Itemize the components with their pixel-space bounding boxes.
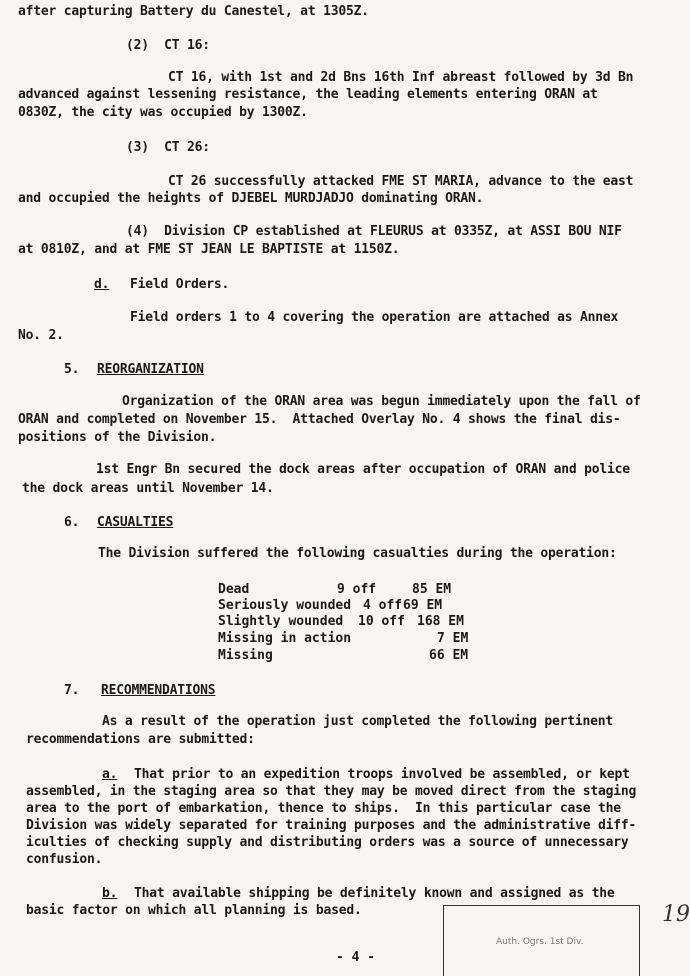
text-line: area to the port of embarkation, thence to ships. In this particular case the [26, 801, 621, 816]
page-number: - 4 - [336, 950, 376, 965]
subsection-heading: Field Orders. [130, 277, 230, 292]
text-line: CT 26 successfully attacked FME ST MARIA, advance to the east [168, 174, 634, 189]
section-number: 6. [64, 515, 80, 530]
text-line: 0830Z, the city was occupied by 1300Z. [18, 105, 308, 120]
text-line: confusion. [26, 852, 103, 867]
casualty-enlisted: 168 EM [417, 614, 464, 629]
casualty-label: Dead [218, 582, 250, 597]
section-number: 5. [64, 362, 80, 377]
text-line: and occupied the heights of DJEBEL MURDJADJO dominating ORAN. [18, 191, 484, 206]
text-line: after capturing Battery du Canestel, at 1305Z. [18, 4, 369, 19]
text-line: Organization of the ORAN area was begun immediately upon the fall of [122, 394, 641, 409]
casualty-enlisted: 69 EM [403, 598, 443, 613]
casualty-enlisted: 85 EM [412, 582, 452, 597]
handwritten-page-note: 19 [662, 902, 690, 927]
text-line: basic factor on which all planning is based. [26, 903, 362, 918]
casualty-enlisted: 7 EM [437, 631, 469, 646]
text-line: CT 16, with 1st and 2d Bns 16th Inf abreast followed by 3d Bn [168, 70, 634, 85]
text-line: That available shipping be definitely known and assigned as the [134, 886, 615, 901]
casualty-officers: 10 off [358, 614, 405, 629]
text-line: Division was widely separated for training purposes and the administrative diff- [26, 818, 637, 833]
text-line: ORAN and completed on November 15. Attached Overlay No. 4 shows the final dis- [18, 412, 621, 427]
text-line: advanced against lessening resistance, the leading elements entering ORAN at [18, 87, 598, 102]
section-heading: REORGANIZATION [97, 362, 204, 377]
section-heading: CASUALTIES [97, 515, 174, 530]
casualty-label: Slightly wounded [218, 614, 344, 629]
casualty-enlisted: 66 EM [429, 648, 469, 663]
text-line: As a result of the operation just completed the following pertinent [102, 714, 613, 729]
item-letter: d. [94, 277, 110, 292]
text-line: Field orders 1 to 4 covering the operation are attached as Annex [130, 310, 619, 325]
authentication-stamp: Auth. Ogrs. 1st Div. [496, 937, 584, 947]
text-line: iculties of checking supply and distributing orders was a source of unnecessary [26, 835, 629, 850]
item-letter: b. [102, 886, 118, 901]
text-line: (4) Division CP established at FLEURUS at 0335Z, at ASSI BOU NIF [126, 224, 622, 239]
section-number: 7. [64, 683, 80, 698]
text-line: That prior to an expedition troops involved be assembled, or kept [134, 767, 630, 782]
text-line: No. 2. [18, 328, 64, 343]
casualty-label: Missing [218, 648, 273, 663]
text-line: recommendations are submitted: [26, 732, 255, 747]
text-line: the dock areas until November 14. [22, 481, 274, 496]
casualty-officers: 4 off [363, 598, 403, 613]
text-line: The Division suffered the following casualties during the operation: [98, 546, 617, 561]
text-line: 1st Engr Bn secured the dock areas after occupation of ORAN and police [96, 462, 630, 477]
subsection-heading: (2) CT 16: [126, 38, 210, 53]
casualty-label: Missing in action [218, 631, 352, 646]
section-heading: RECOMMENDATIONS [101, 683, 216, 698]
casualty-officers: 9 off [337, 582, 377, 597]
subsection-heading: (3) CT 26: [126, 140, 210, 155]
text-line: at 0810Z, and at FME ST JEAN LE BAPTISTE at 1150Z. [18, 242, 400, 257]
casualty-label: Seriously wounded [218, 598, 352, 613]
item-letter: a. [102, 767, 118, 782]
text-line: positions of the Division. [18, 430, 217, 445]
text-line: assembled, in the staging area so that they may be moved direct from the staging [26, 784, 637, 799]
